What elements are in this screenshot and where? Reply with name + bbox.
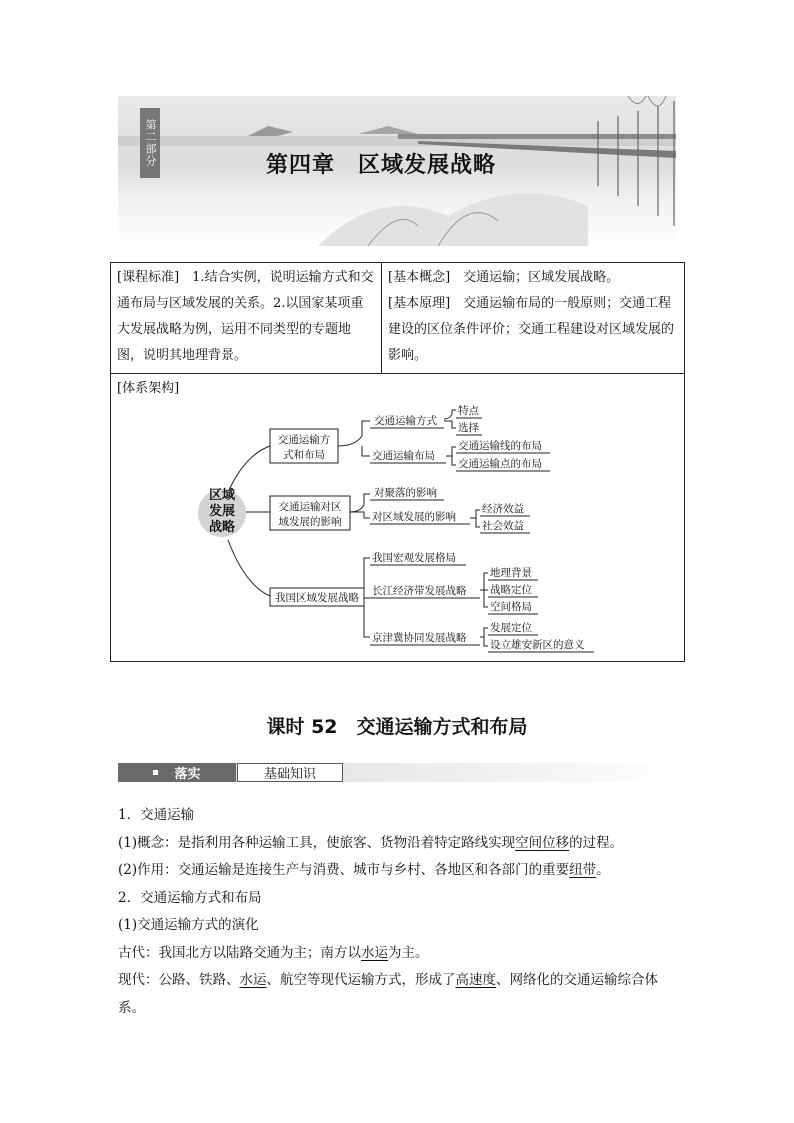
root-label-2: 发展 [208,504,236,519]
lesson-title: 课时 52 交通运输方式和布局 [266,716,528,738]
node-yangtze-strategy: 长江经济带发展战略 [372,585,467,597]
concept-label: [基本概念] [388,270,451,285]
heading-transport: 1．交通运输 [118,807,195,823]
curriculum-text: 1.结合实例，说明运输方式和交通布局与区域发展的关系。2.以国家某项重大发展战略为例，运用不同类型的专题地图，说明其地理背景。 [117,270,374,363]
leaf-spatial-pattern: 空间格局 [490,601,532,613]
leaf-development-position: 发展定位 [490,622,532,634]
leaf-features: 特点 [458,405,479,417]
part-tag: 第二部分 [140,108,160,178]
para-ancient: 古代：我国北方以陆路交通为主；南方以水运为主。 [118,944,429,961]
root-label-3: 战略 [208,520,236,535]
para-concept: (1)概念：是指利用各种运输工具，使旅客、货物沿着特定路线实现空间位移的过程。 [118,834,624,851]
node-macro-pattern: 我国宏观发展格局 [372,552,456,564]
branch-transport-modes-line2: 式和布局 [283,449,325,461]
concept-text: 交通运输；区域发展战略。 [463,270,620,285]
root-label-1: 区域 [208,488,236,503]
answer-water-transport-2: 水运 [239,972,267,988]
principle-text: 交通运输布局的一般原则；交通工程建设的区位条件评价；交通工程建设对区域发展的影响。 [388,296,675,363]
leaf-social-benefit: 社会效益 [482,520,524,532]
heading-modes-layout: 2．交通运输方式和布局 [118,889,262,906]
para-function: (2)作用：交通运输是连接生产与消费、城市与乡村、各地区和各部门的重要纽带。 [118,862,610,878]
branch-transport-impact-line1: 交通运输对区 [278,501,342,513]
branch-regional-strategy-label: 我国区域发展战略 [275,592,359,604]
answer-water-transport: 水运 [361,944,388,961]
node-regional-impact: 对区域发展的影响 [372,511,456,523]
curriculum-label: [课程标准] [117,270,180,285]
body-text [118,802,680,1022]
branch-transport-modes-line1: 交通运输方 [277,434,331,446]
chapter-title: 第四章 区域发展战略 [266,153,497,178]
answer-high-speed: 高速度 [455,972,496,988]
node-transport-layout: 交通运输布局 [372,450,435,462]
square-bullet-icon [153,770,158,775]
answer-spatial-displacement: 空间位移 [515,834,570,851]
section-tag-implement-label: 落实 [174,767,201,782]
answer-link: 纽带 [569,862,597,878]
principle-label: [基本原理] [388,296,451,311]
leaf-selection: 选择 [458,422,479,434]
leaf-line-layout: 交通运输线的布局 [458,440,542,452]
node-settlement-impact: 对聚落的影响 [374,487,437,499]
branch-transport-impact-line2: 域发展的影响 [278,516,342,528]
para-modern: 现代：公路、铁路、水运、航空等现代运输方式，形成了高速度、网络化的交通运输综合体 系。 [118,972,658,1016]
leaf-economic-benefit: 经济效益 [482,503,524,515]
section-tag-implement [118,763,236,782]
section-tag-basic-knowledge: 基础知识 [237,763,343,782]
leaf-point-layout: 交通运输点的布局 [458,458,542,470]
system-label: [体系架构] [117,381,180,396]
node-transport-mode: 交通运输方式 [374,415,437,427]
para-evolution: (1)交通运输方式的演化 [118,917,259,933]
leaf-geo-background: 地理背景 [490,567,532,579]
node-jingjinji-strategy: 京津冀协同发展战略 [372,632,467,644]
leaf-strategic-position: 战略定位 [490,584,532,596]
leaf-xiongan-significance: 设立雄安新区的意义 [490,639,585,651]
